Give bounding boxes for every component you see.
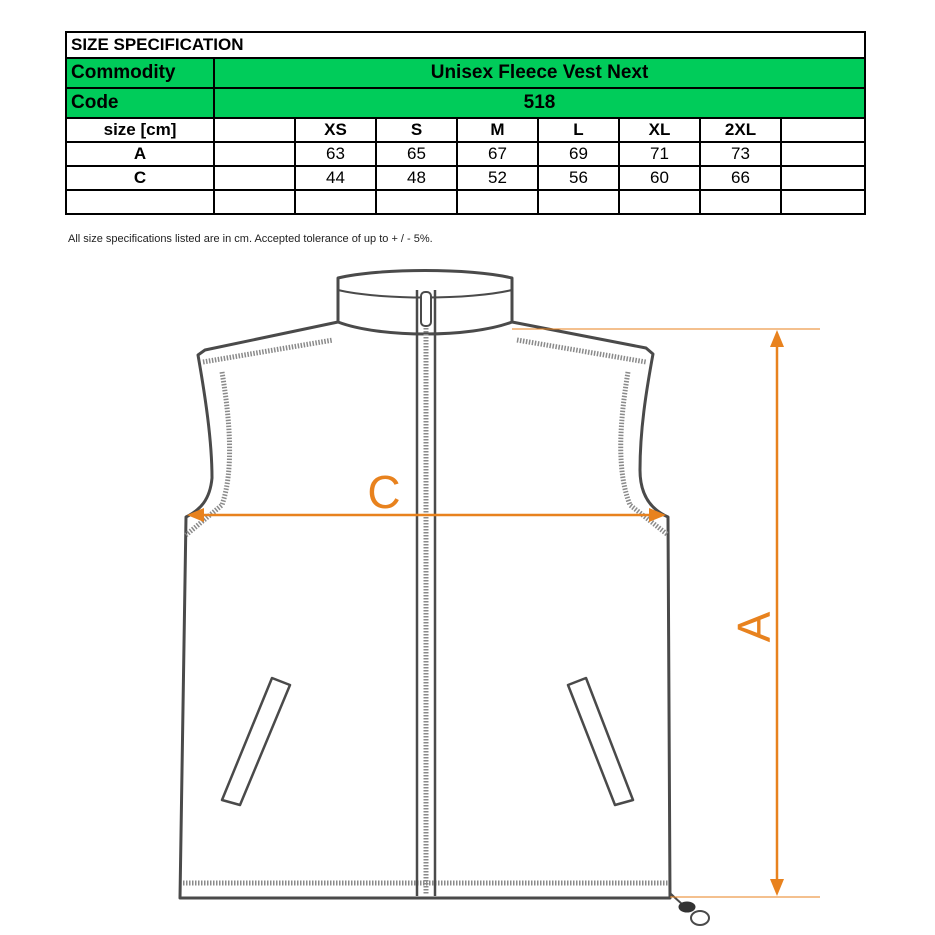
cell-c-xl: 60 (619, 166, 700, 190)
code-label: Code (66, 88, 214, 118)
size-header-xs: XS (295, 118, 376, 142)
size-header-2xl: 2XL (700, 118, 781, 142)
cell-a-m: 67 (457, 142, 538, 166)
cell-a-xl: 71 (619, 142, 700, 166)
cell-a-s: 65 (376, 142, 457, 166)
cell-c-xs: 44 (295, 166, 376, 190)
right-pocket (568, 678, 633, 805)
size-header-m: M (457, 118, 538, 142)
table-title: SIZE SPECIFICATION (66, 32, 865, 58)
cell-c-s: 48 (376, 166, 457, 190)
cell-c-m: 52 (457, 166, 538, 190)
code-value: 518 (214, 88, 865, 118)
row-label-c: C (66, 166, 214, 190)
commodity-label: Commodity (66, 58, 214, 88)
row-label-a: A (66, 142, 214, 166)
size-header-label: size [cm] (66, 118, 214, 142)
cell-a-xs: 63 (295, 142, 376, 166)
commodity-value: Unisex Fleece Vest Next (214, 58, 865, 88)
size-header-s: S (376, 118, 457, 142)
size-header-l: L (538, 118, 619, 142)
cell-a-l: 69 (538, 142, 619, 166)
cell-a-2xl: 73 (700, 142, 781, 166)
left-pocket (222, 678, 290, 805)
cell-c-l: 56 (538, 166, 619, 190)
size-header-xl: XL (619, 118, 700, 142)
cell-c-2xl: 66 (700, 166, 781, 190)
dimension-label-c: C (367, 466, 401, 518)
tolerance-note: All size specifications listed are in cm. Accepted tolerance of up to + / - 5%. (68, 233, 433, 245)
dimension-label-a: A (728, 611, 780, 643)
